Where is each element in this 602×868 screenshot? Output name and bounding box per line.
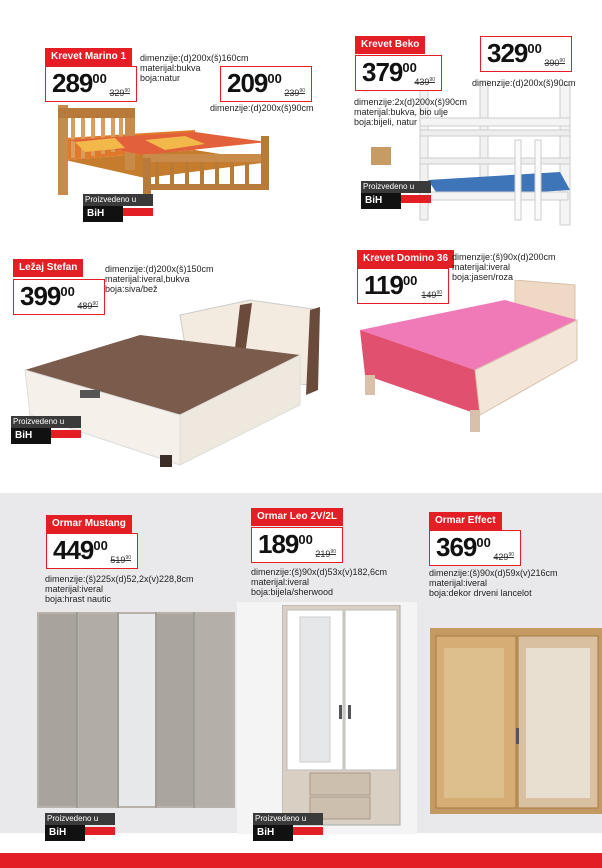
made-in-bih-badge: Proizvedeno u BiH <box>361 181 431 211</box>
old-price: $439^{90}$ <box>414 77 435 87</box>
product-specs: dimenzije:(š)90x(d)200cm materijal:iveral boja:jasen/roza <box>452 252 556 282</box>
product-specs: dimenzije:(š)90x(d)59x(v)216cm materijal:iveral boja:dekor drveni lancelot <box>429 568 558 598</box>
product-title: Krevet Domino 36 <box>357 250 454 268</box>
product-title: Krevet Beko <box>355 36 425 54</box>
old-price: $149^{90}$ <box>421 290 442 300</box>
product-title: Ormar Effect <box>429 512 502 530</box>
price: $289^{00}$ <box>52 68 107 98</box>
price: $449^{00}$ <box>53 535 108 565</box>
made-in-bih-badge: Proizvedeno u BiH <box>45 813 115 843</box>
price-tag <box>429 530 521 566</box>
old-price: $390^{90}$ <box>544 58 565 68</box>
price-tag <box>355 55 442 91</box>
bed-marino-image <box>55 100 275 200</box>
price-tag <box>13 279 105 315</box>
product-specs: dimenzije:(d)200x(š)160cm materijal:bukva boja:natur <box>140 53 249 83</box>
product-title: Ormar Mustang <box>46 515 132 533</box>
made-in-bih-badge: Proizvedeno u BiH <box>11 416 81 446</box>
price: $329^{00}$ <box>487 38 542 68</box>
price: $189^{00}$ <box>258 529 313 559</box>
old-price: $519^{90}$ <box>110 555 131 565</box>
product-specs: dimenzije:(d)200x(š)90cm <box>210 103 314 113</box>
made-in-bih-badge: Proizvedeno u BiH <box>253 813 323 843</box>
product-specs: dimenzije:2x(d)200x(š)90cm materijal:bukva, bio ulje boja:bijeli, natur <box>354 97 468 127</box>
product-title: Ormar Leo 2V/2L <box>251 508 343 526</box>
price-tag <box>357 268 449 304</box>
price: $379^{00}$ <box>362 57 417 87</box>
old-price: $429^{90}$ <box>493 552 514 562</box>
product-title: Ležaj Stefan <box>13 259 83 277</box>
wood-color-swatch <box>371 147 391 165</box>
wardrobe-mustang-image <box>37 612 237 810</box>
price: $119^{00}$ <box>364 270 418 300</box>
price-tag <box>251 527 343 563</box>
price-tag <box>45 66 137 102</box>
price: $369^{00}$ <box>436 532 491 562</box>
old-price: $219^{90}$ <box>315 549 336 559</box>
old-price: $329^{90}$ <box>109 88 130 98</box>
price: $209^{00}$ <box>227 68 282 98</box>
product-specs: dimenzije:(d)200x(š)150cm materijal:iveral,bukva boja:siva/bež <box>105 264 214 294</box>
price-tag <box>480 36 572 72</box>
old-price: $489^{90}$ <box>77 301 98 311</box>
price: $399^{00}$ <box>20 281 75 311</box>
price-tag <box>46 533 138 569</box>
old-price: $239^{90}$ <box>284 88 305 98</box>
product-title: Krevet Marino 1 <box>45 48 132 66</box>
footer-bar <box>0 853 602 868</box>
wardrobe-leo-image <box>282 605 402 827</box>
product-specs: dimenzije:(š)90x(d)53x(v)182,6cm materijal:iveral boja:bijela/sherwood <box>251 567 388 597</box>
price-tag <box>220 66 312 102</box>
made-in-bih-badge: Proizvedeno u BiH <box>83 194 153 224</box>
wardrobe-effect-image <box>430 628 602 814</box>
product-specs: dimenzije:(d)200x(š)90cm <box>472 78 576 88</box>
product-specs: dimenzije:(š)225x(d)52,2x(v)228,8cm materijal:iveral boja:hrast nautic <box>45 574 194 604</box>
